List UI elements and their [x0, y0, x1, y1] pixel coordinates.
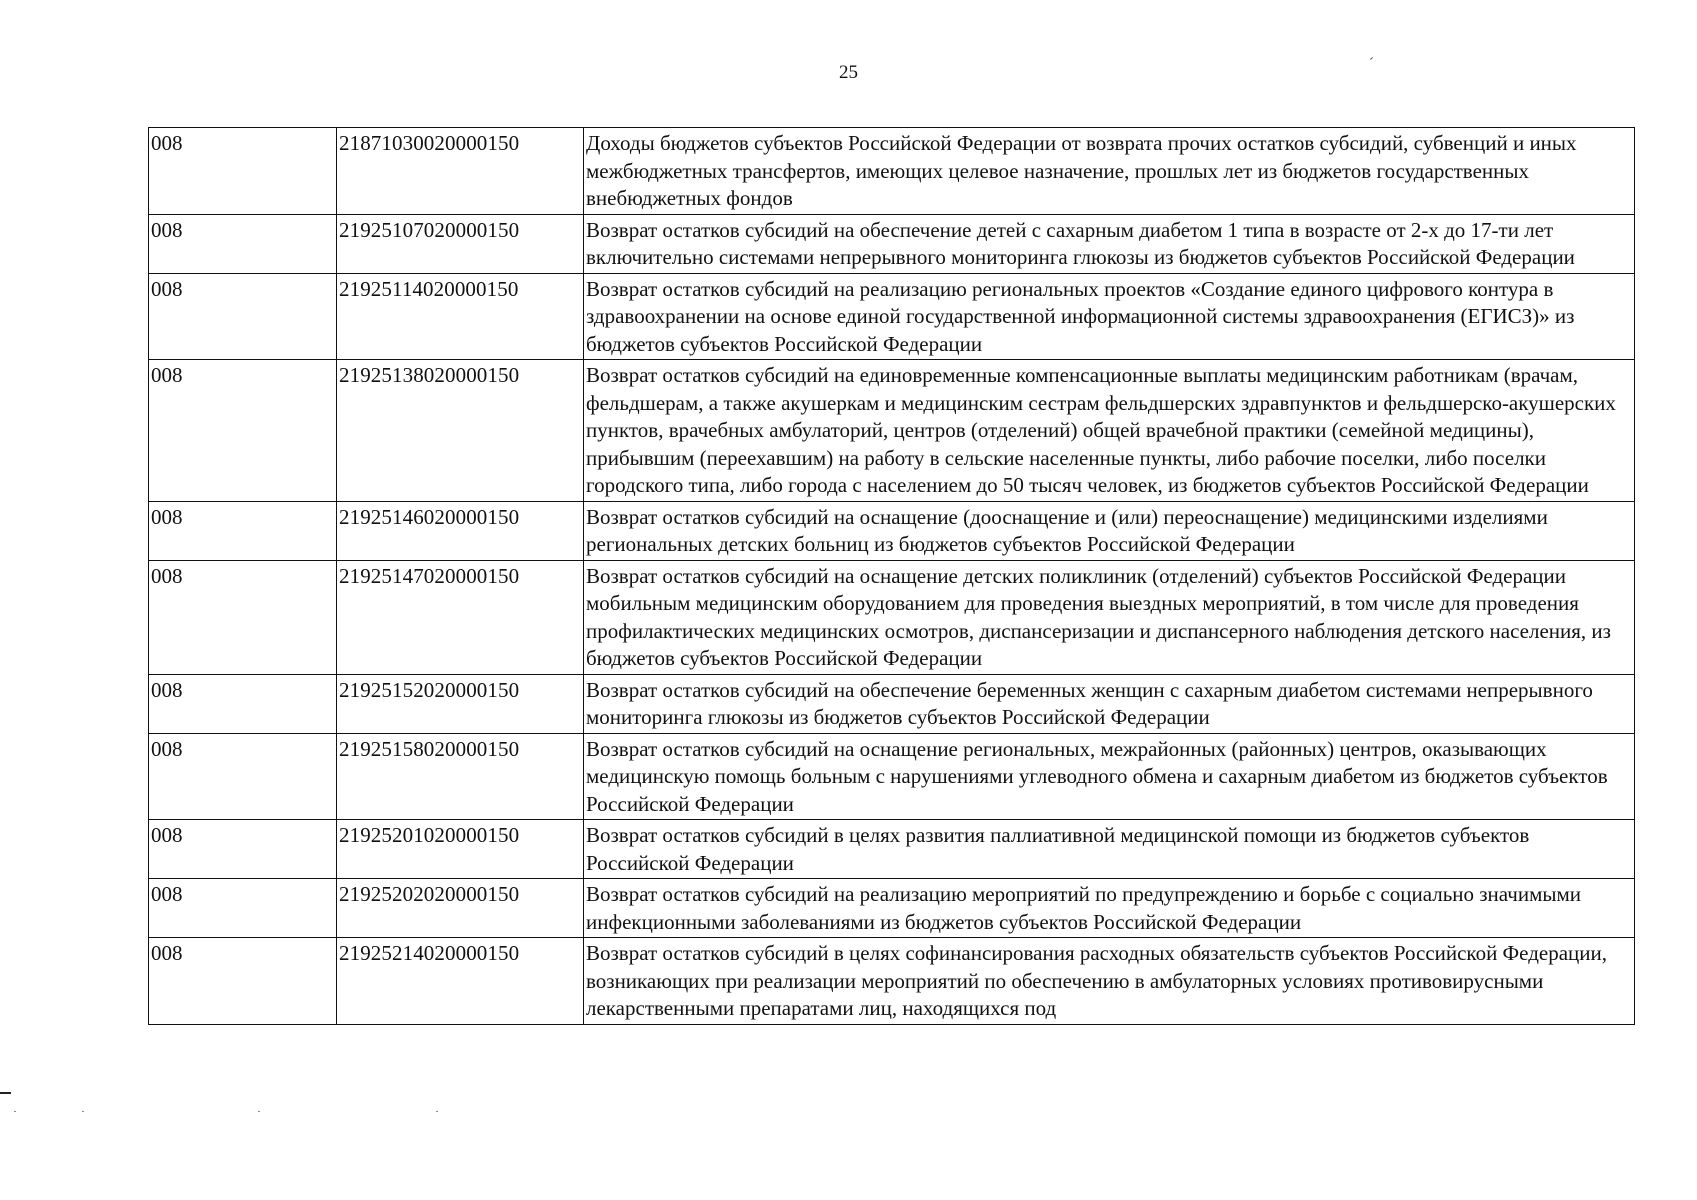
classification-code-cell: 21925201020000150 [337, 820, 584, 879]
classification-code-cell: 21871030020000150 [337, 128, 584, 215]
revenue-name-cell: Возврат остатков субсидий на обеспечение беременных женщин с сахарным диабетом системами непрерывного мониторинга глюкозы из бюджетов субъектов Российской Федерации [584, 674, 1635, 733]
revenue-name-cell: Возврат остатков субсидий в целях развития паллиативной медицинской помощи из бюджетов субъектов Российской Федерации [584, 820, 1635, 879]
margin-mark [0, 1092, 11, 1094]
revenue-name-cell: Возврат остатков субсидий на реализацию региональных проектов «Создание единого цифрового контура в здравоохранении на основе единой государственной информационной системы здравоохранения (ЕГИСЗ)» из бюджетов субъектов Российской Федерации [584, 273, 1635, 360]
admin-code-cell: 008 [149, 879, 337, 938]
table-row [149, 273, 1635, 360]
revenue-name-cell: Возврат остатков субсидий в целях софинансирования расходных обязательств субъектов Российской Федерации, возникающих при реализации мероприятий по обеспечению в амбулаторных условиях противовирусными лекарственными препаратами лиц, находящихся под [584, 938, 1635, 1025]
admin-code-cell: 008 [149, 128, 337, 215]
revenue-name-cell: Доходы бюджетов субъектов Российской Федерации от возврата прочих остатков субсидий, субвенций и иных межбюджетных трансфертов, имеющих целевое назначение, прошлых лет из бюджетов государственных внебюджетных фондов [584, 128, 1635, 215]
table-row [149, 820, 1635, 879]
table-row [149, 128, 1635, 215]
admin-code-cell: 008 [149, 733, 337, 820]
classification-code-cell: 21925158020000150 [337, 733, 584, 820]
revenue-name-cell: Возврат остатков субсидий на обеспечение детей с сахарным диабетом 1 типа в возрасте от 2-х до 17-ти лет включительно системами непрерывного мониторинга глюкозы из бюджетов субъектов Российской Федерации [584, 214, 1635, 273]
revenue-name-cell: Возврат остатков субсидий на оснащение детских поликлиник (отделений) субъектов Российской Федерации мобильным медицинским оборудованием для проведения выездных мероприятий, в том числе для проведения профилактических медицинских осмотров, диспансеризации и диспансерного наблюдения детского населения, из бюджетов субъектов Российской Федерации [584, 560, 1635, 674]
revenue-name-cell: Возврат остатков субсидий на оснащение (дооснащение и (или) переоснащение) медицинскими изделиями региональных детских больниц из бюджетов субъектов Российской Федерации [584, 501, 1635, 560]
table-row [149, 938, 1635, 1025]
admin-code-cell: 008 [149, 674, 337, 733]
table-row [149, 214, 1635, 273]
admin-code-cell: 008 [149, 501, 337, 560]
table-row [149, 560, 1635, 674]
classification-code-cell: 21925152020000150 [337, 674, 584, 733]
classification-code-cell: 21925138020000150 [337, 360, 584, 502]
classification-code-cell: 21925114020000150 [337, 273, 584, 360]
classification-code-cell: 21925146020000150 [337, 501, 584, 560]
revenue-name-cell: Возврат остатков субсидий на оснащение региональных, межрайонных (районных) центров, оказывающих медицинскую помощь больным с нарушениями углеводного обмена и сахарным диабетом из бюджетов субъектов Российской Федерации [584, 733, 1635, 820]
classification-code-cell: 21925107020000150 [337, 214, 584, 273]
table-row [149, 733, 1635, 820]
scan-speck [1370, 57, 1373, 60]
admin-code-cell: 008 [149, 273, 337, 360]
margin-dots [0, 1111, 450, 1113]
table-row [149, 674, 1635, 733]
classification-code-cell: 21925147020000150 [337, 560, 584, 674]
admin-code-cell: 008 [149, 938, 337, 1025]
revenue-name-cell: Возврат остатков субсидий на реализацию мероприятий по предупреждению и борьбе с социально значимыми инфекционными заболеваниями из бюджетов субъектов Российской Федерации [584, 879, 1635, 938]
revenue-name-cell: Возврат остатков субсидий на единовременные компенсационные выплаты медицинским работникам (врачам, фельдшерам, а также акушеркам и медицинским сестрам фельдшерских здравпунктов и фельдшерско-акушерских пунктов, врачебных амбулаторий, центров (отделений) общей врачебной практики (семейной медицины), прибывшим (переехавшим) на работу в сельские населенные пункты, либо рабочие поселки, либо поселки городского типа, либо города с населением до 50 тысяч человек, из бюджетов субъектов Российской Федерации [584, 360, 1635, 502]
admin-code-cell: 008 [149, 214, 337, 273]
classification-code-cell: 21925214020000150 [337, 938, 584, 1025]
classification-code-cell: 21925202020000150 [337, 879, 584, 938]
table-row [149, 501, 1635, 560]
budget-codes-table [148, 127, 1635, 1025]
page-number: 25 [839, 62, 858, 83]
admin-code-cell: 008 [149, 360, 337, 502]
admin-code-cell: 008 [149, 820, 337, 879]
table-row [149, 360, 1635, 502]
admin-code-cell: 008 [149, 560, 337, 674]
table-row [149, 879, 1635, 938]
